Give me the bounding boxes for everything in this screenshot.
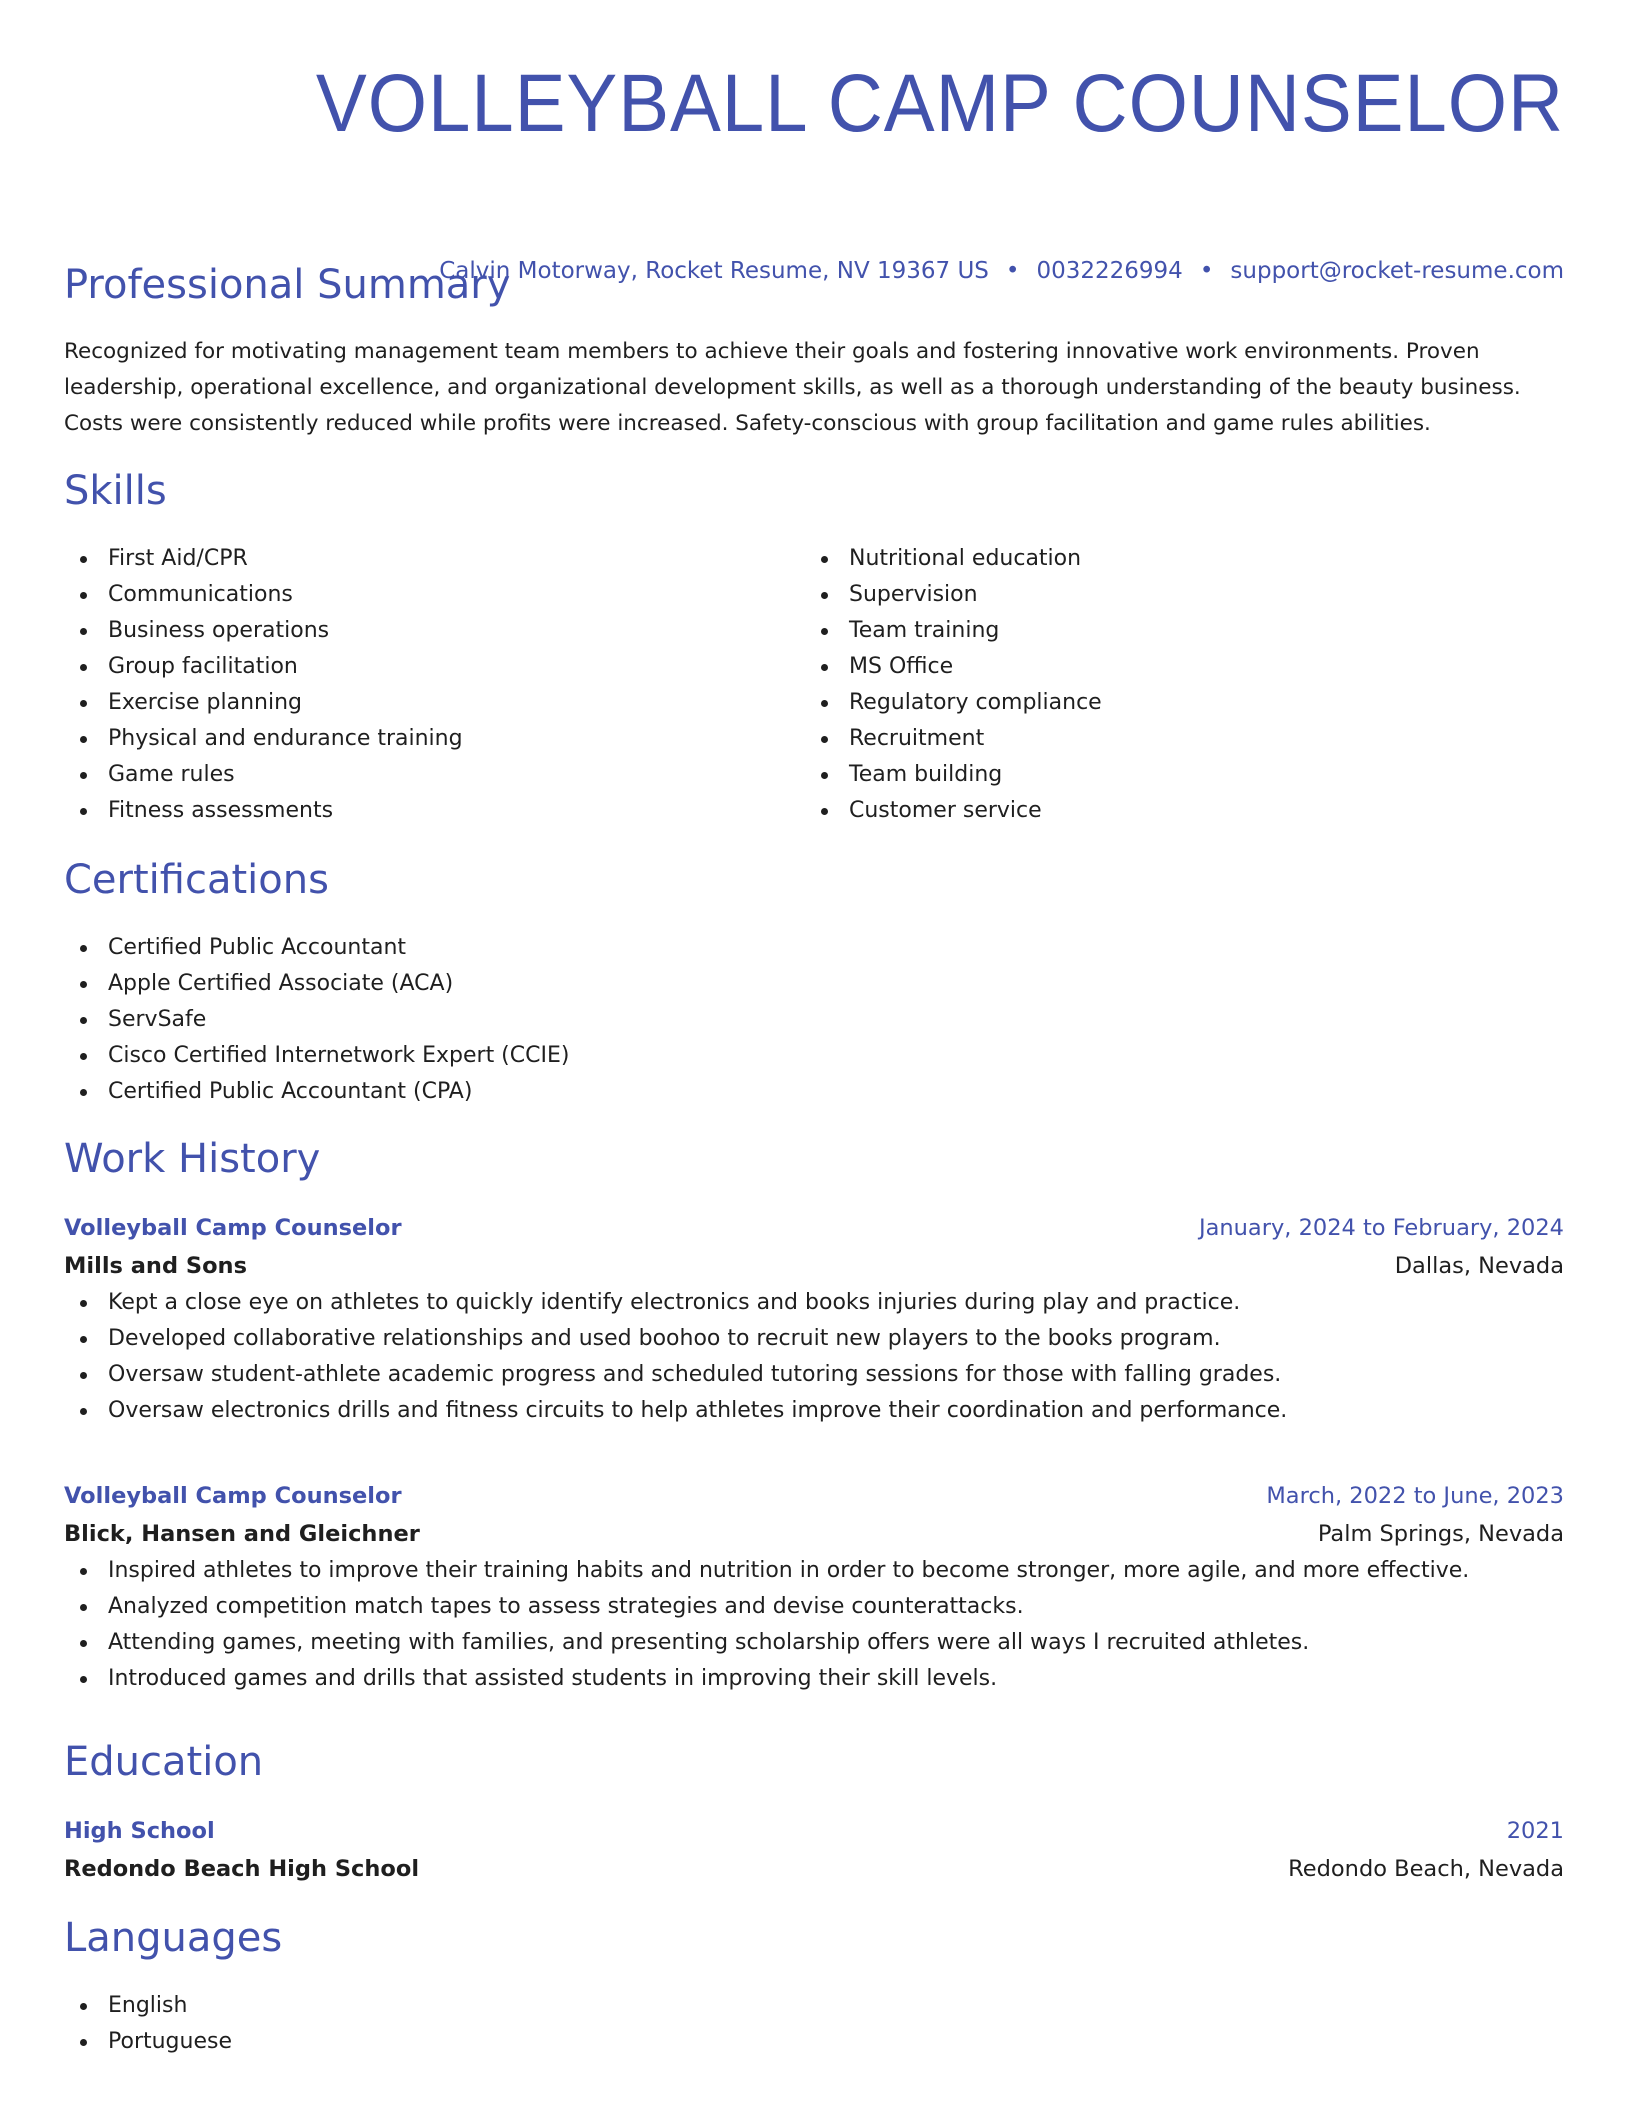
education-degree: High School [64,1818,215,1844]
job-location: Palm Springs, Nevada [1317,1521,1564,1547]
education-school: Redondo Beach High School [64,1856,420,1882]
summary-heading: Professional Summary [64,262,511,308]
bullet-dot [80,1089,87,1096]
job-company-row [64,1247,1564,1285]
job-bullet: Kept a close eye on athletes to quickly identify electronics and books injuries during play and practice. [64,1285,1564,1321]
bullet-dot [80,700,87,707]
contact-separator: • [1199,258,1214,284]
bullet-dot [80,1372,87,1379]
certification-item: Certified Public Accountant [64,930,1564,966]
skill-item: First Aid/CPR [64,541,764,577]
certification-item: Cisco Certified Internetwork Expert (CCIE) [64,1038,1564,1074]
education-header-row [64,1812,1564,1850]
certifications-list [64,930,1564,1110]
job-bullet: Oversaw student-athlete academic progress and scheduled tutoring sessions for those with falling grades. [64,1357,1564,1393]
bullet-dot [80,664,87,671]
bullet-dot [80,1604,87,1611]
contact-email[interactable]: support@rocket-resume.com [1230,258,1564,284]
education-school-row [64,1850,1564,1888]
language-item: Portuguese [64,2024,1564,2060]
job-bullet: Developed collaborative relationships and used boohoo to recruit new players to the books program. [64,1321,1564,1357]
bullet-dot [80,1408,87,1415]
job-header-row [64,1209,1564,1247]
skill-item: Physical and endurance training [64,721,764,757]
skills-list-left [64,541,764,829]
bullet-dot [821,556,828,563]
job-company-row [64,1515,1564,1553]
bullet-dot [80,2003,87,2010]
bullet-dot [80,981,87,988]
skill-item: Group facilitation [64,649,764,685]
summary-text: Recognized for motivating management team members to achieve their goals and fostering innovative work environments. Proven leadership, operational excellence, and organizational development skills, as well as a thorough understanding of the beauty business. Costs were consistently reduced while profits were increased. Safety-conscious with group facilitation and game rules abilities. [64,339,1521,436]
job-dates: January, 2024 to February, 2024 [1198,1215,1564,1241]
skill-item: Nutritional education [805,541,1505,577]
job-bullets [64,1285,1564,1429]
bullet-dot [80,772,87,779]
bullet-dot [80,556,87,563]
skill-item: Team training [805,613,1505,649]
skill-item: Team building [805,757,1505,793]
certifications-heading: Certifications [64,857,329,903]
job-company: Blick, Hansen and Gleichner [64,1521,420,1547]
certification-item: Certified Public Accountant (CPA) [64,1074,1564,1110]
bullet-dot [80,1336,87,1343]
bullet-dot [80,1676,87,1683]
bullet-dot [80,1017,87,1024]
education-entry [64,1812,1564,1888]
certifications-block [64,930,1564,1110]
bullet-dot [821,628,828,635]
job-entry [64,1477,1564,1697]
bullet-dot [80,1053,87,1060]
resume-page [64,0,1564,2054]
work-history-heading: Work History [64,1136,321,1182]
bullet-dot [821,664,828,671]
job-bullet: Introduced games and drills that assisted students in improving their skill levels. [64,1661,1564,1697]
bullet-dot [821,736,828,743]
skill-item: Supervision [805,577,1505,613]
certification-item: Apple Certified Associate (ACA) [64,966,1564,1002]
job-bullet: Inspired athletes to improve their training habits and nutrition in order to become stronger, more agile, and more effective. [64,1553,1564,1589]
job-entry [64,1209,1564,1429]
skills-list-right [805,541,1505,829]
job-title: Volleyball Camp Counselor [64,1215,402,1241]
skill-item: Communications [64,577,764,613]
skill-item: Fitness assessments [64,793,764,829]
job-title: Volleyball Camp Counselor [64,1483,402,1509]
skill-item: Customer service [805,793,1505,829]
skill-item: Exercise planning [64,685,764,721]
bullet-dot [80,945,87,952]
bullet-dot [80,592,87,599]
job-bullet: Oversaw electronics drills and fitness circuits to help athletes improve their coordination and performance. [64,1393,1564,1429]
skill-item: MS Office [805,649,1505,685]
bullet-dot [821,808,828,815]
job-bullets [64,1553,1564,1697]
contact-line [439,256,1564,286]
bullet-dot [80,1300,87,1307]
bullet-dot [80,808,87,815]
languages-block [64,1988,1564,2060]
skill-item: Game rules [64,757,764,793]
contact-phone: 0032226994 [1036,258,1183,284]
bullet-dot [80,1640,87,1647]
job-header-row [64,1477,1564,1515]
bullet-dot [80,736,87,743]
skill-item: Business operations [64,613,764,649]
skills-column-left [64,541,764,829]
contact-separator: • [1005,258,1020,284]
language-item: English [64,1988,1564,2024]
skills-column-right [805,541,1505,829]
job-company: Mills and Sons [64,1253,247,1279]
skill-item: Recruitment [805,721,1505,757]
bullet-dot [80,2039,87,2046]
job-location: Dallas, Nevada [1394,1253,1564,1279]
education-location: Redondo Beach, Nevada [1288,1856,1564,1882]
bullet-dot [821,700,828,707]
certification-item: ServSafe [64,1002,1564,1038]
job-bullet: Analyzed competition match tapes to assess strategies and devise counterattacks. [64,1589,1564,1625]
job-dates: March, 2022 to June, 2023 [1266,1483,1564,1509]
bullet-dot [821,592,828,599]
languages-list [64,1988,1564,2060]
job-bullet: Attending games, meeting with families, and presenting scholarship offers were all ways I recruited athletes. [64,1625,1564,1661]
bullet-dot [80,1568,87,1575]
resume-title: VOLLEYBALL CAMP COUNSELOR [315,58,1564,149]
skills-heading: Skills [64,468,167,514]
bullet-dot [821,772,828,779]
bullet-dot [80,628,87,635]
skill-item: Regulatory compliance [805,685,1505,721]
contact-address: Calvin Motorway, Rocket Resume, NV 19367 US [439,258,989,284]
languages-heading: Languages [64,1915,283,1961]
education-heading: Education [64,1739,264,1785]
education-year: 2021 [1506,1818,1564,1844]
